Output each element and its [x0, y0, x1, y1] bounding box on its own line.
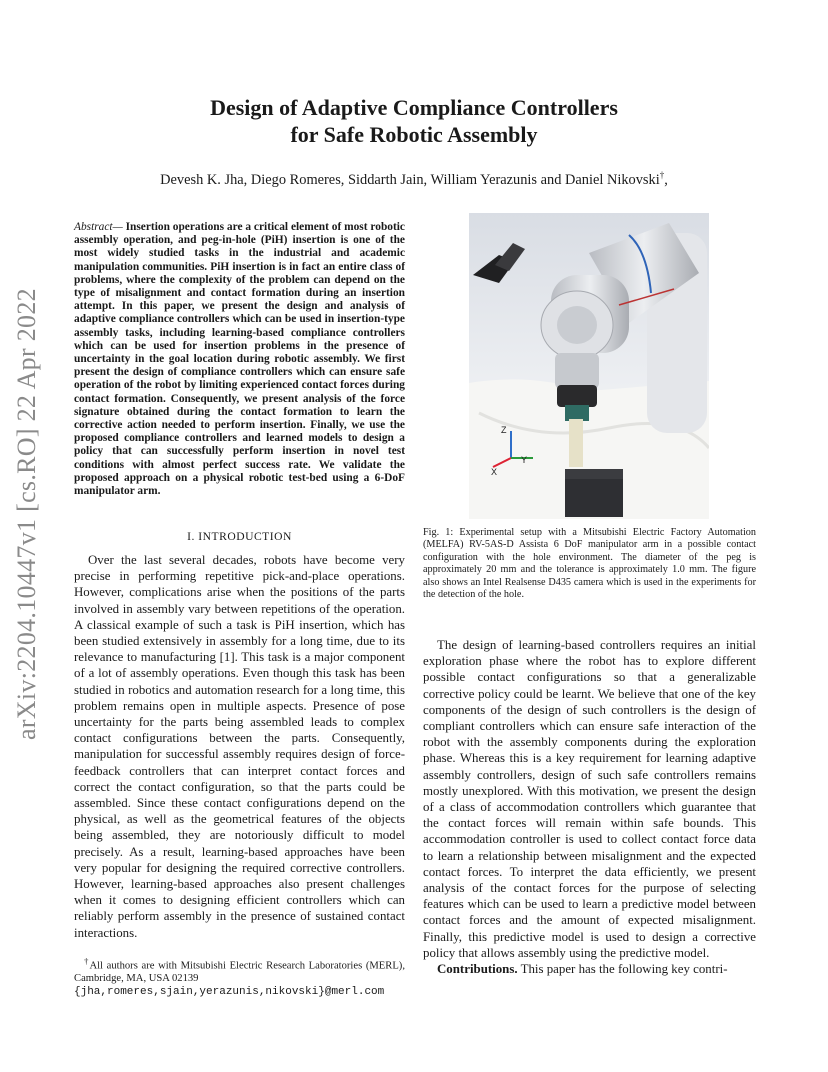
- abstract-label: Abstract—: [74, 221, 123, 233]
- title-line-2: for Safe Robotic Assembly: [290, 122, 538, 147]
- author-list: [0, 170, 828, 189]
- introduction-paragraph: Over the last several decades, robots have become very precise in performing repetitive pick-and-place operations. However, complications arise when the positions of the parts involved in assembly vary between repetitions of the operation. A classical example of such a task is PiH insertion, which has been studied extensively in assembly for a long time, due to its relevance to manufacturing [1]. This task is a major component of a lot of assembly operations. Even though this task has been studied in robotics and automation research for a long time, this problem remains open in multiple aspects. Presence of pose uncertainty for the parts being assembled leads to complex contact configurations between the parts. Consequently, manipulation for successful assembly requires design of force-feedback controllers that can interpret contact forces and correct the contact configuration, so that the parts could be assembled. Since these contact configurations depend on the physical, as well as the geometrical features of the objects being assembled, they are notoriously difficult to model precisely. As a result, learning-based approaches have been very popular for designing the required corrective controllers. However, learning-based approaches also present challenges when it comes to designing efficient controllers which can reliably perform assembly in the presence of sustained contact interactions.: [74, 553, 405, 940]
- paper-title: [0, 94, 828, 148]
- figure-caption: Fig. 1: Experimental setup with a Mitsubishi Electric Factory Automation (MELFA) RV-5AS-D Assista 6 DoF manipulator arm in a possible contact configuration with the hole environment. The diameter of the peg is approximately 20 mm and the tolerance is approximately 1.0 mm. The figure also shows an Intel Realsense D435 camera which is used in the experiments for the detection of the hole.: [423, 527, 756, 601]
- right-column-body: [423, 637, 756, 977]
- axis-label-z: Z: [501, 425, 507, 435]
- footnote-emails: {jha,romeres,sjain,yerazunis,nikovski}@merl.com: [74, 986, 385, 999]
- axis-label-x: X: [491, 467, 498, 477]
- author-list-tail: ,: [664, 171, 668, 188]
- axis-label-y: Y: [521, 455, 528, 465]
- author-names: Devesh K. Jha, Diego Romeres, Siddarth Jain, William Yerazunis and Daniel Nikovski: [160, 171, 660, 188]
- right-paragraph: The design of learning-based controllers requires an initial exploration phase where the robot has to explore different possible contact configurations so that a generalizable corrective policy could be learnt. We believe that one of the key components of the design of such controllers is the design of compliant controllers which can ensure safe interaction of the robot with the assembly components during the exploration phase. Whereas this is a key requirement for learning adaptive assembly controllers, design of such safe controllers remains mostly unexplored. With this motivation, we present the design of a class of accommodation controllers which guarantee that the contact forces will remain within safe bounds. This accommodation controller is used to collect contact force data to learn a relationship between misalignment and the expected contact forces. To interpret the data efficiently, we present analysis of the contact forces for the purpose of selecting features which can be used to learn a predictive model between contact forces and the amount of expected misalignment. Finally, this predictive model is used to design a corrective policy that allows assembly using the predictive model.: [423, 638, 756, 960]
- contributions-text: This paper has the following key contri-: [517, 962, 728, 977]
- footnote-mark: †: [84, 956, 90, 966]
- figure-robot-photo: [469, 213, 709, 519]
- author-footnote-mark: †: [659, 170, 665, 180]
- affiliation-footnote: [74, 955, 405, 999]
- arxiv-identifier: arXiv:2204.10447v1 [cs.RO] 22 Apr 2022: [12, 288, 41, 740]
- robot-photo-illustration: [469, 213, 709, 519]
- footnote-affiliation: All authors are with Mitsubishi Electric Research Laboratories (MERL), Cambridge, MA, USA 02139: [74, 960, 405, 985]
- abstract: [74, 221, 405, 498]
- contributions-label: Contributions.: [437, 962, 518, 977]
- section-heading-introduction: I. INTRODUCTION: [187, 530, 292, 543]
- contributions-paragraph: [423, 961, 756, 977]
- introduction-body: [74, 552, 405, 941]
- abstract-text: Insertion operations are a critical element of most robotic assembly operation, and peg-in-hole (PiH) insertion is one of the most widely studied tasks in the industrial and academic manipulation communities. PiH insertion is in fact an entire class of problems, where the complexity of the problem can depend on the type of misalignment and contact formation during an insertion attempt. In this paper, we present the design and analysis of adaptive compliance controllers which can be used in insertion-type assembly tasks, including learning-based compliance controllers which can be used for insertion problems in the presence of uncertainty in the goal location during robotic assembly. We first present the design of compliance controllers which can ensure safe operation of the robot by limiting experienced contact forces during contact formation. Consequently, we present analysis of the force signature obtained during the contact formation to learn the corrective action needed to perform insertion. Finally, we use the proposed compliance controllers and learned models to design a policy that can successfully perform insertion in novel test conditions with almost perfect success rate. We validate the proposed approach on a physical robotic test-bed using a 6-DoF manipulator arm.: [74, 221, 405, 498]
- title-line-1: Design of Adaptive Compliance Controllers: [210, 95, 618, 120]
